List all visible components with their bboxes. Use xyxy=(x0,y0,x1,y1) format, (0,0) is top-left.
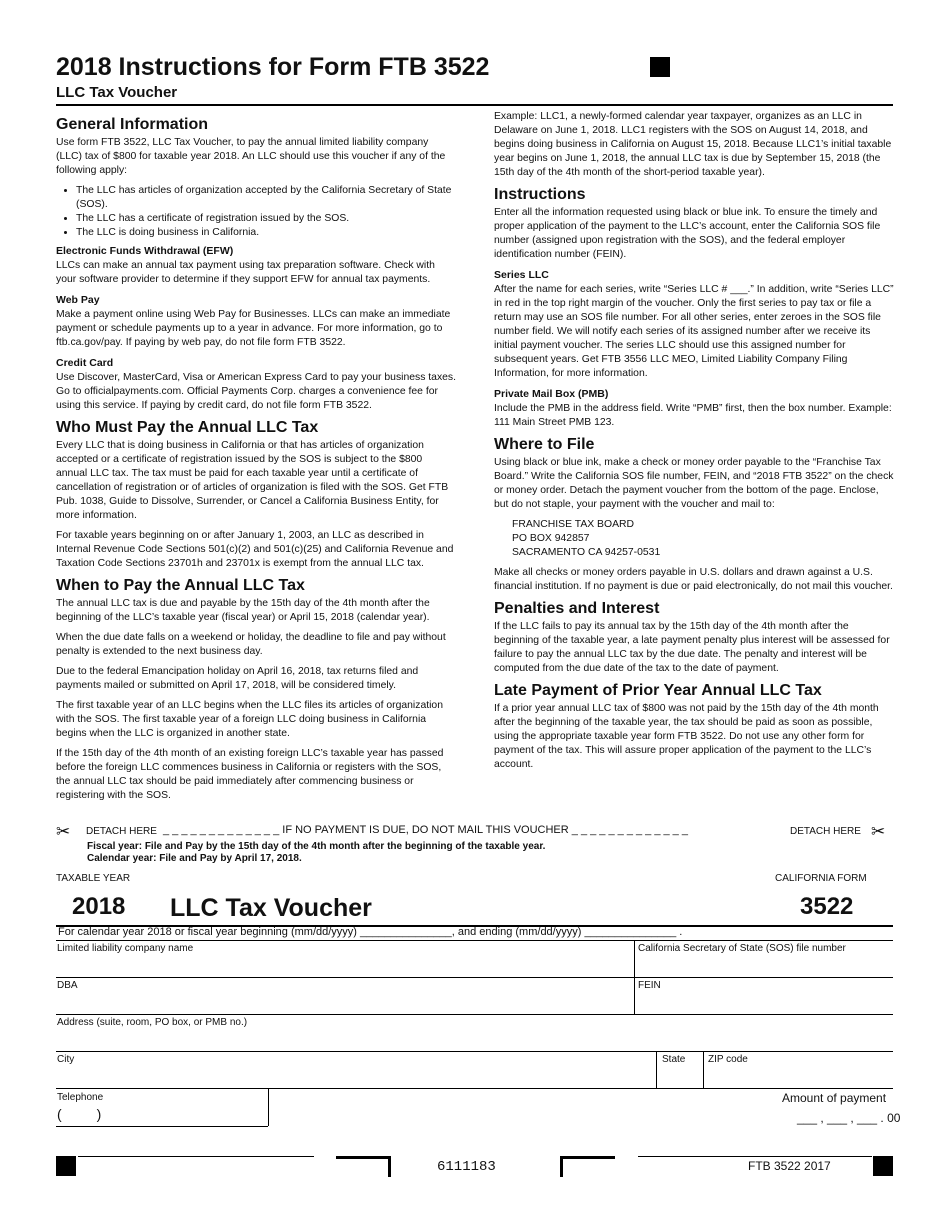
right-h2-1: Instructions xyxy=(494,186,586,203)
right-h2-7: Where to File xyxy=(494,436,595,453)
state-field[interactable]: State xyxy=(662,1054,686,1065)
left-p-17: Due to the federal Emancipation holiday on April 16, 2018, tax returns filed and payments mailed or submitted on April 17, 2018, will be considered timely. xyxy=(56,666,419,691)
doc-subtitle: LLC Tax Voucher xyxy=(56,84,178,101)
right-h3-5: Private Mail Box (PMB) xyxy=(494,388,609,400)
left-p-15: The annual LLC tax is due and payable by the 15th day of the 4th month after the beginning of the LLC’s taxable year (fiscal year) or April 15, 2018 (calendar year). xyxy=(56,598,430,623)
registration-mark xyxy=(56,1156,76,1176)
left-p-10: Use Discover, MasterCard, Visa or American Express Card to pay your business taxes. Go to officialpayments.com. Official Payments Corp. charges a convenience fee for using this service. If paying by credit card, do not file form FTB 3522. xyxy=(56,372,457,411)
left-h3-7: Web Pay xyxy=(56,294,100,306)
right-h3-3: Series LLC xyxy=(494,269,549,281)
right-p-12: If the LLC fails to pay its annual tax by the 15th day of the 4th month after the beginning of the taxable year, a late payment penalty plus interest will be assessed for failure to pay the annual LLC tax by the due date. The penalty and interest will be computed from the due date of the tax to the date of payment. xyxy=(494,621,890,674)
detach-right: DETACH HERE xyxy=(790,826,861,837)
scissors-icon: ✂ xyxy=(871,822,886,841)
doc-title: 2018 Instructions for Form FTB 3522 xyxy=(56,53,490,81)
form-number: 3522 xyxy=(800,893,854,920)
left-p-8: Make a payment online using Web Pay for Businesses. LLCs can make an immediate payment or schedule payments up to a year in advance. For more information, go to ftb.ca.gov/pay. If paying by web pay, do not file form FTB 3522. xyxy=(56,309,451,348)
period-field[interactable]: For calendar year 2018 or fiscal year beginning (mm/dd/yyyy) _______________, and ending (mm/dd/yyyy) _______________ . xyxy=(58,926,683,938)
left-p-1: Use form FTB 3522, LLC Tax Voucher, to pay the annual limited liability company (LLC) tax of $800 for taxable year 2018. An LLC should use this voucher if any of the following apply: xyxy=(56,137,446,176)
right-p-10: Make all checks or money orders payable in U.S. dollars and drawn against a U.S. financial institution. If no payment is due or paid electronically, do not mail this voucher. xyxy=(494,567,893,592)
left-column xyxy=(56,110,456,809)
zip-field[interactable]: ZIP code xyxy=(708,1054,748,1065)
left-p-16: When the due date falls on a weekend or holiday, the deadline to file and pay without penalty is extended to the next business day. xyxy=(56,632,446,657)
left-li-2: • The LLC has articles of organization accepted by the California Secretary of State (SOS). xyxy=(76,184,456,212)
left-li-3: • The LLC has a certificate of registration issued by the SOS. xyxy=(76,212,456,226)
left-h3-9: Credit Card xyxy=(56,357,114,369)
city-field[interactable]: City xyxy=(57,1054,75,1065)
phone-parens: ( ) xyxy=(57,1106,102,1122)
right-addr-9: FRANCHISE TAX BOARD PO BOX 942857 SACRAMENTO CA 94257-0531 xyxy=(512,519,661,558)
right-p-2: Enter all the information requested using black or blue ink. To ensure the timely and proper application of the payment to the LLC’s account, enter the California SOS file number (assigned upon registration with the SOS), and the federal employer identification number (FEIN). xyxy=(494,207,881,260)
voucher-year: 2018 xyxy=(72,893,126,920)
right-p-0: Example: LLC1, a newly-formed calendar year taxpayer, organizes as an LLC in Delaware on June 1, 2018. LLC1 registers with the SOS on August 14, 2018, and begins doing business in California on August 15, 2018. Because LLC1’s initial taxable year begins on June 1, 2018, the annual LLC tax is due by September 15, 2018 (the 15th day of the 4th month of the short-period taxable year). xyxy=(494,111,892,178)
right-p-14: If a prior year annual LLC tax of $800 was not paid by the 15th day of the 4th month after the beginning of the taxable year, the tax should be paid as soon as possible, using the appropriate taxable year form FTB 3522. Do not use any other form for payment of the tax. This will assure proper application of the payment to the LLC’s account. xyxy=(494,703,879,770)
left-p-13: For taxable years beginning on or after January 1, 2003, an LLC as described in Internal Revenue Code Sections 501(c)(2) and 501(c)(25) and California Revenue and Taxation Code Sections 23701h and 23701x is exempt from the annual LLC tax. xyxy=(56,530,454,569)
left-h2-0: General Information xyxy=(56,116,209,133)
registration-mark xyxy=(873,1156,893,1176)
llc-name-field[interactable]: Limited liability company name xyxy=(57,943,194,954)
left-li-4: • The LLC is doing business in California. xyxy=(76,226,456,240)
sos-number-field[interactable]: California Secretary of State (SOS) file number xyxy=(638,943,846,954)
left-h3-5: Electronic Funds Withdrawal (EFW) xyxy=(56,245,234,257)
left-h2-14: When to Pay the Annual LLC Tax xyxy=(56,577,305,594)
voucher-title: LLC Tax Voucher xyxy=(170,894,372,922)
fiscal-note: Fiscal year: File and Pay by the 15th day of the 4th month after the beginning of the taxable year. xyxy=(87,841,546,852)
registration-mark xyxy=(650,57,670,77)
footer-form: FTB 3522 2017 xyxy=(748,1159,831,1173)
left-h2-11: Who Must Pay the Annual LLC Tax xyxy=(56,419,319,436)
california-form-label: CALIFORNIA FORM xyxy=(775,873,867,884)
scissors-icon: ✂ xyxy=(56,822,71,841)
left-p-12: Every LLC that is doing business in California or that has articles of organization accepted or a certificate of registration issued by the SOS is subject to the $800 annual LLC tax. The tax must be paid for each taxable year until a certificate of cancellation of registration or of articles of organization is filed with the SOS. Get FTB Pub. 1038, Guide to Dissolve, Surrender, or Cancel a California Business Entity, for more information. xyxy=(56,440,449,521)
telephone-field[interactable]: Telephone xyxy=(57,1092,104,1103)
right-h2-11: Penalties and Interest xyxy=(494,600,660,617)
right-p-8: Using black or blue ink, make a check or money order payable to the “Franchise Tax Board.” Write the California SOS file number, FEIN, and “2018 FTB 3522” on the check or money order. Detach the payment voucher from the bottom of the page. Enclose, but do not staple, your payment with the voucher and mail to: xyxy=(494,457,894,510)
right-p-4: After the name for each series, write “Series LLC # ___.” In addition, write “Series LLC” in red in the top right margin of the voucher. Only the first series to pay tax or file a return may use an SOS file number. For all other series, enter zeroes in the SOS file number field. We will notify each series of its assigned number after we receive its initial payment voucher. The series LLC should use this assigned number for subsequent years. Get FTB 3556 LLC MEO, Limited Liability Company Filing Information, for more information. xyxy=(494,284,894,379)
right-h2-13: Late Payment of Prior Year Annual LLC Tax xyxy=(494,682,822,699)
taxable-year-label: TAXABLE YEAR xyxy=(56,873,131,884)
detach-left: DETACH HERE xyxy=(86,826,157,837)
amount-label: Amount of payment xyxy=(782,1091,887,1105)
dba-field[interactable]: DBA xyxy=(57,980,78,991)
left-p-19: If the 15th day of the 4th month of an existing foreign LLC’s taxable year has passed before the foreign LLC commences business in California or registers with the SOS, the annual LLC tax should be paid immediately after commencing business or registering with the SOS. xyxy=(56,748,444,801)
left-p-18: The first taxable year of an LLC begins when the LLC files its articles of organization with the SOS. The first taxable year of a foreign LLC doing business in California begins when the LLC is organized in another state. xyxy=(56,700,443,739)
address-field[interactable]: Address (suite, room, PO box, or PMB no.) xyxy=(57,1017,248,1028)
detach-notice: _ _ _ _ _ _ _ _ _ _ _ _ _ IF NO PAYMENT IS DUE, DO NOT MAIL THIS VOUCHER _ _ _ _ _ _ _ _ _ _ _ _ _ xyxy=(163,824,688,836)
header-rule xyxy=(56,104,893,106)
right-column xyxy=(494,110,894,778)
scan-code: 6111183 xyxy=(437,1159,496,1175)
calendar-note: Calendar year: File and Pay by April 17, 2018. xyxy=(87,853,302,864)
fein-field[interactable]: FEIN xyxy=(638,980,661,991)
amount-field[interactable]: ___ , ___ , ___ . 00 xyxy=(797,1111,901,1125)
right-p-6: Include the PMB in the address field. Write “PMB” first, then the box number. Example: 111 Main Street PMB 123. xyxy=(494,403,892,428)
left-p-6: LLCs can make an annual tax payment using tax preparation software. Check with your software provider to determine if they support EFW for annual tax payments. xyxy=(56,260,435,285)
